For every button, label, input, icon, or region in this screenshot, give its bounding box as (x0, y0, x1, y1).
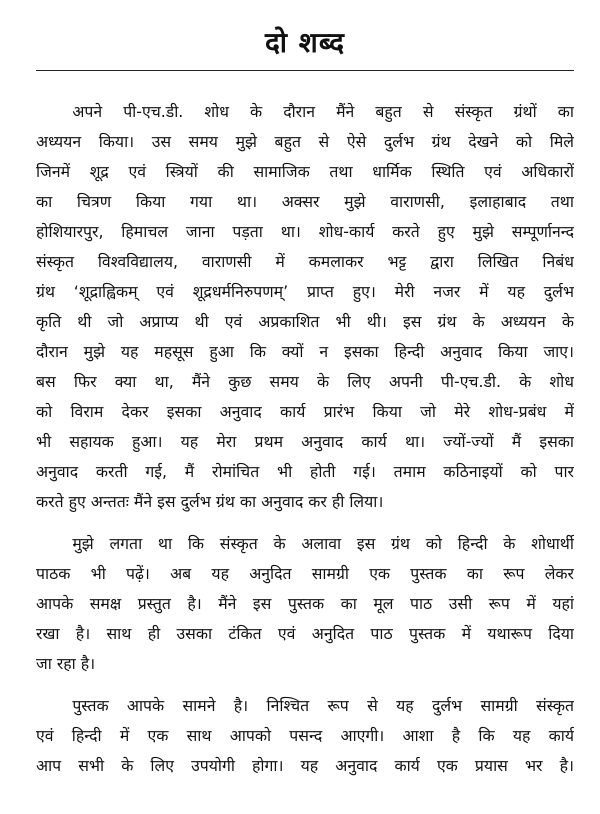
paragraph-line: का चित्रण किया गया था। अक्सर मुझे वाराणसी, इलाहाबाद तथा (36, 192, 574, 211)
paragraph-line: बस फिर क्या था, मैंने कुछ समय के लिए अपनी पी-एच.डी. के शोध (36, 372, 574, 391)
paragraph-line: जिनमें शूद्र एवं स्त्रियों की सामाजिक तथा धार्मिक स्थिति एवं अधिकारों (36, 162, 574, 181)
paragraph-line: अनुवाद करती गई, मैं रोमांचित भी होती गई। तमाम कठिनाइयों को पार (36, 462, 574, 481)
title-underline (36, 70, 574, 71)
paragraph-line: होशियारपुर, हिमाचल जाना पड़ता था। शोध-कार्य करते हुए मुझे सम्पूर्णानन्द (36, 222, 574, 241)
paragraph-line: आप सभी के लिए उपयोगी होगा। यह अनुवाद कार्य एक प्रयास भर है। (36, 756, 574, 775)
paragraph-line: भी सहायक हुआ। यह मेरा प्रथम अनुवाद कार्य था। ज्यों-ज्यों मैं इसका (36, 432, 574, 451)
paragraph-line: आपके समक्ष प्रस्तुत है। मैंने इस पुस्तक का मूल पाठ उसी रूप में यहां (36, 594, 574, 613)
paragraph-line: एवं हिन्दी में एक साथ आपको पसन्द आएगी। आशा है कि यह कार्य (36, 726, 574, 745)
paragraph-2 (36, 529, 574, 679)
paragraph-line: पुस्तक आपके सामने है। निश्चित रूप से यह दुर्लभ सामग्री संस्कृत (72, 696, 574, 715)
paragraph-line: पाठक भी पढ़ें। अब यह अनुदित सामग्री एक पुस्तक का रूप लेकर (36, 564, 574, 583)
paragraph-1 (36, 97, 574, 517)
paragraph-line: जा रहा है। (36, 654, 96, 673)
paragraph-line: रखा है। साथ ही उसका टंकित एवं अनुदित पाठ पुस्तक में यथारूप दिया (36, 624, 574, 643)
paragraph-line: कृति थी जो अप्राप्य थी एवं अप्रकाशित भी थी। इस ग्रंथ के अध्ययन के (36, 312, 574, 331)
paragraph-line: को विराम देकर इसका अनुवाद कार्य प्रारंभ किया जो मेरे शोध-प्रबंध में (36, 402, 574, 421)
paragraph-line: दौरान मुझे यह महसूस हुआ कि क्यों न इसका हिन्दी अनुवाद किया जाए। (36, 342, 574, 361)
paragraph-line: अपने पी-एच.डी. शोध के दौरान मैंने बहुत से संस्कृत ग्रंथों का (72, 102, 574, 121)
paragraph-line: ग्रंथ ‘शूद्राह्विकम् एवं शूद्रधर्मनिरुपणम्’ प्राप्त हुए। मेरी नजर में यह दुर्लभ (36, 282, 574, 301)
paragraph-3 (36, 691, 574, 781)
paragraph-line: करते हुए अन्ततः मैंने इस दुर्लभ ग्रंथ का अनुवाद कर ही लिया। (36, 492, 384, 511)
page-title: दो शब्द (264, 26, 346, 59)
paragraph-line: मुझे लगता था कि संस्कृत के अलावा इस ग्रंथ को हिन्दी के शोधार्थी (72, 534, 574, 553)
paragraph-line: संस्कृत विश्वविद्यालय, वाराणसी में कमलाकर भट्ट द्वारा लिखित निबंध (36, 252, 574, 271)
paragraph-line: अध्ययन किया। उस समय मुझे बहुत से ऐसे दुर्लभ ग्रंथ देखने को मिले (36, 132, 574, 151)
document-body (36, 97, 574, 781)
